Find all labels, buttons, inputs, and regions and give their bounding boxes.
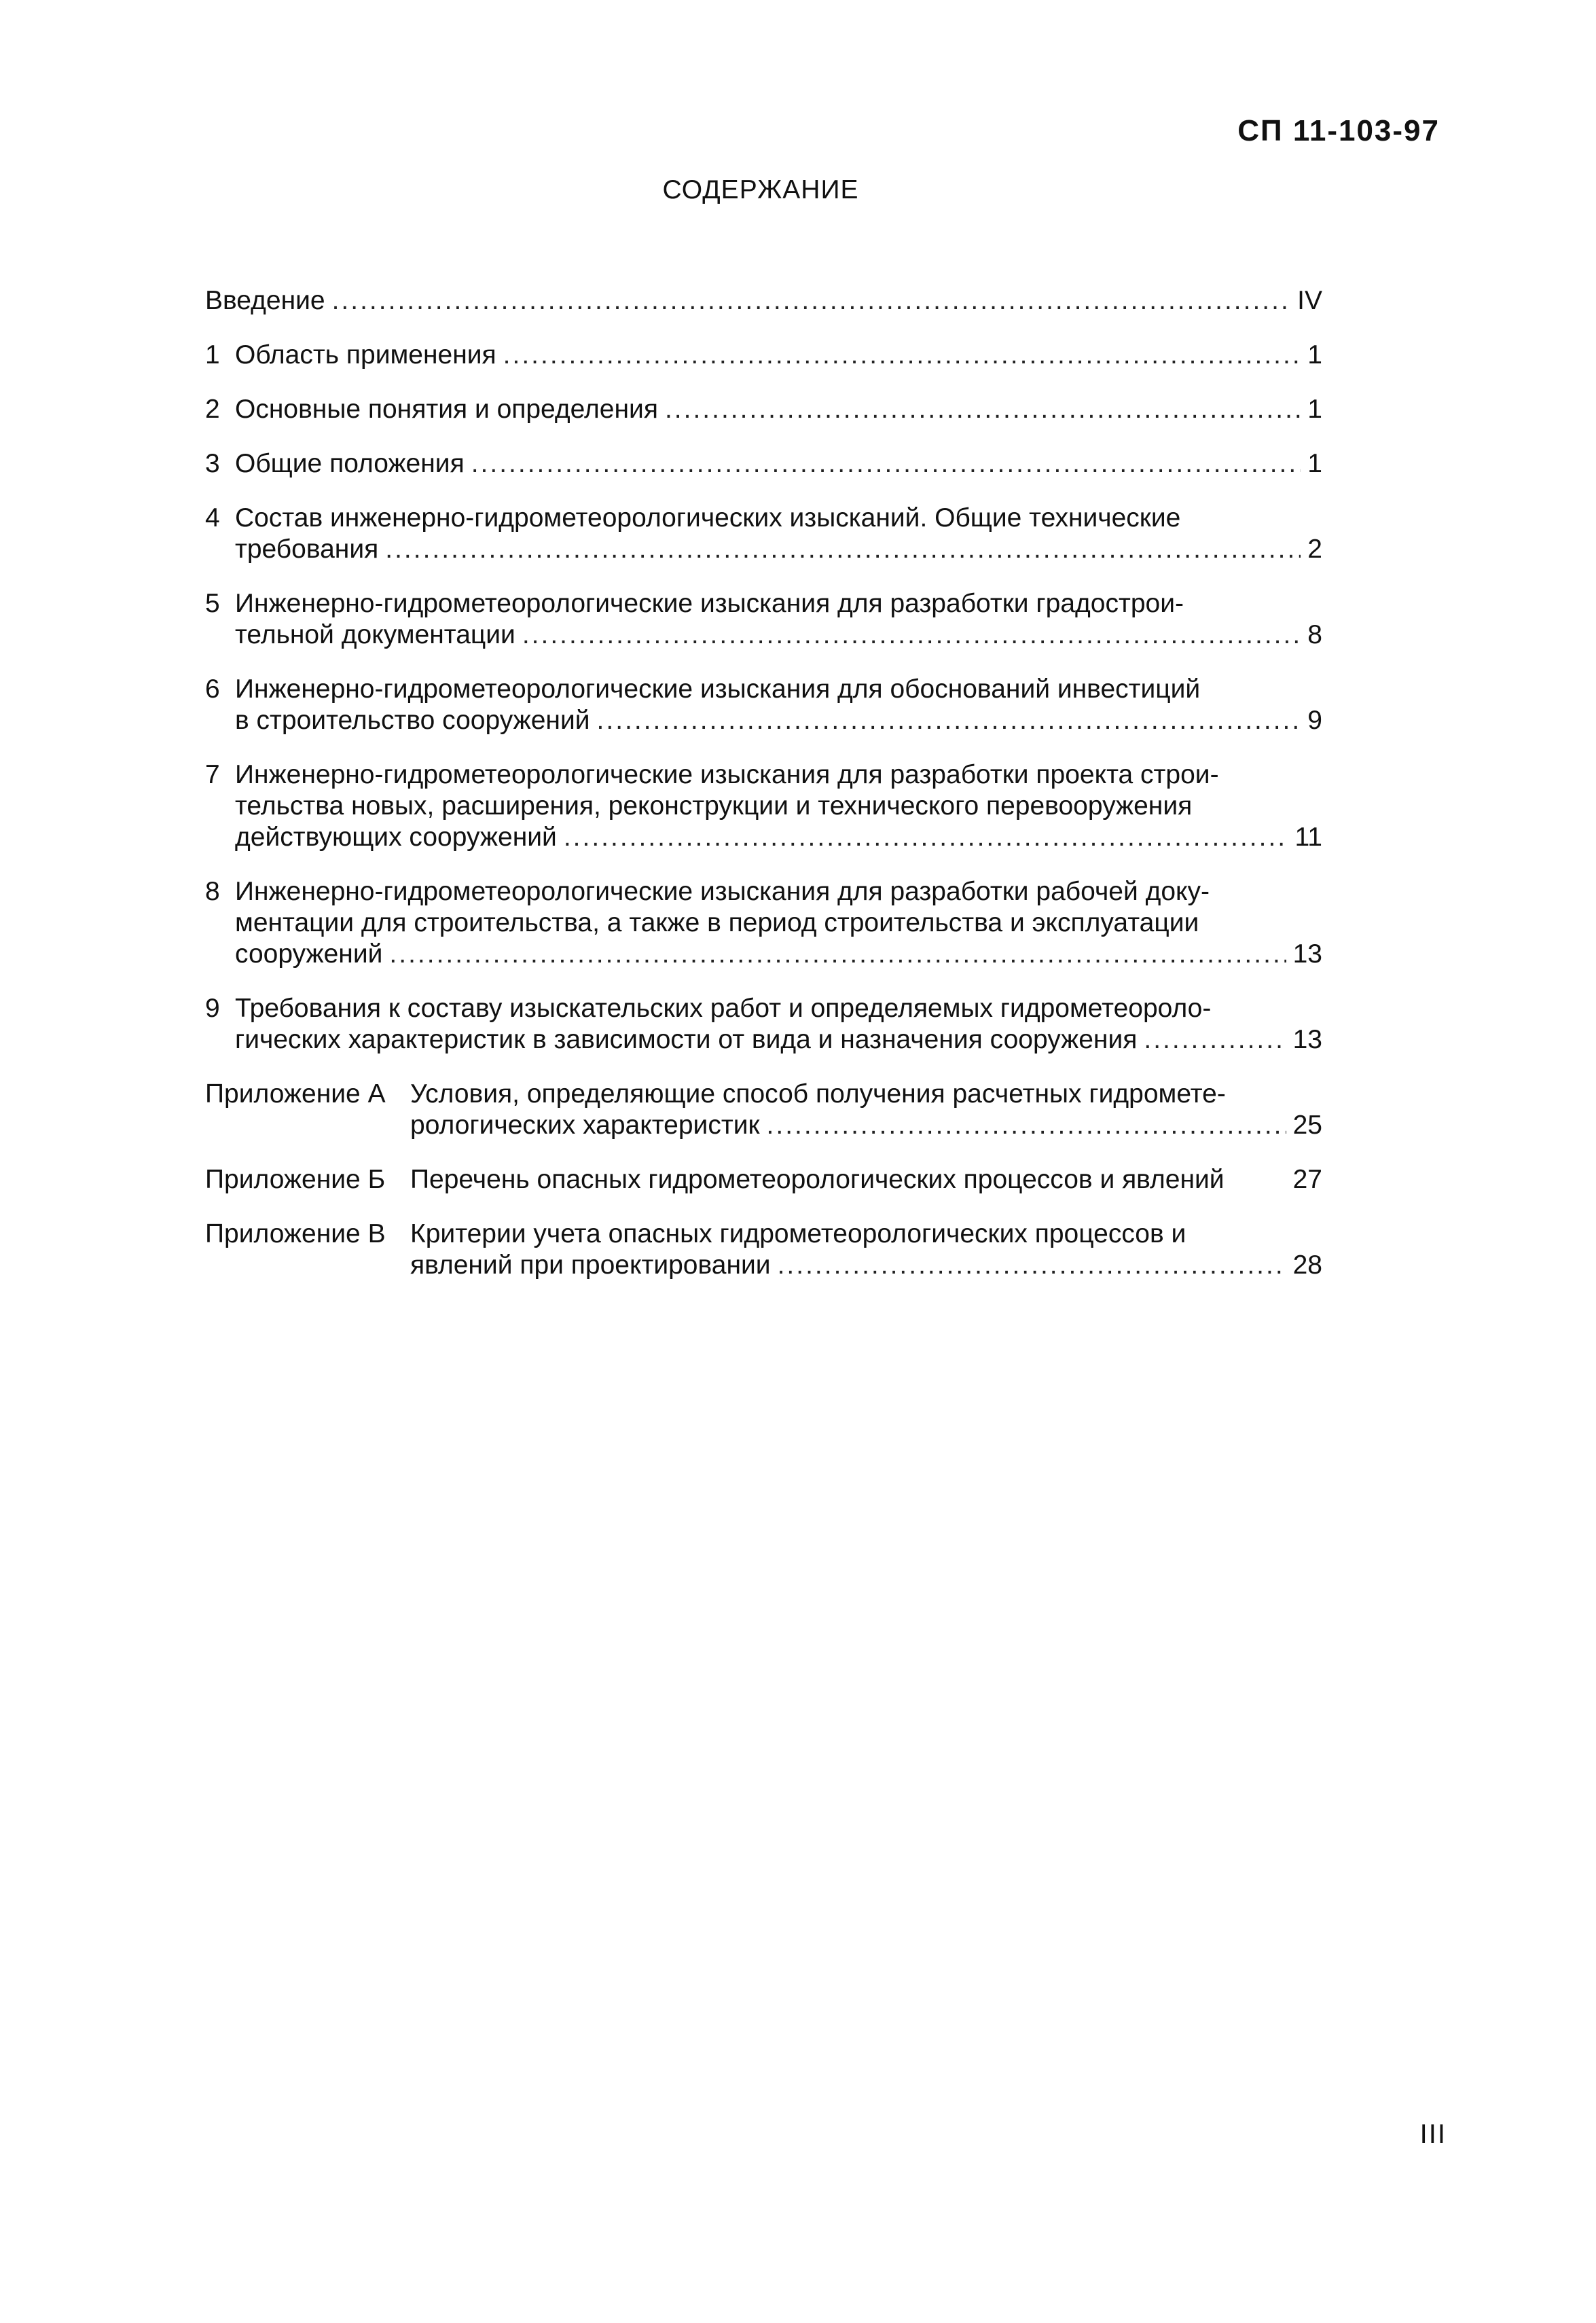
dot-leader [1144, 1024, 1286, 1056]
toc-page-number: IV [1297, 286, 1322, 315]
appendix-title-line: Критерии учета опасных гидрометеорологических процессов и [410, 1219, 1186, 1248]
toc-appendix-a[interactable] [205, 1079, 1322, 1141]
dot-leader [332, 285, 1291, 317]
dot-leader [564, 822, 1288, 853]
toc-entry-title-line: ментации для строительства, а также в период строительства и эксплуатации [235, 908, 1199, 937]
toc-page-number: 28 [1292, 1250, 1322, 1280]
toc-entry-title-line: тельства новых, расширения, реконструкции и технического перевооружения [235, 791, 1193, 821]
toc-entry-3[interactable] [205, 448, 1322, 480]
toc-page-number: 25 [1292, 1111, 1322, 1140]
dot-leader [471, 448, 1301, 480]
appendix-label: Приложение А [205, 1079, 386, 1109]
toc-entry-9[interactable] [205, 993, 1322, 1056]
toc-entry-title-line: Инженерно-гидрометеорологические изыскания для разработки проекта строи- [235, 760, 1219, 789]
toc-page-number: 1 [1307, 395, 1322, 424]
appendix-title-line: рологических характеристик [410, 1111, 760, 1140]
toc-entry-title-line: Инженерно-гидрометеорологические изыскания для разработки рабочей доку- [235, 877, 1210, 906]
toc-page-number: 13 [1292, 939, 1322, 969]
page-number: III [1419, 2119, 1447, 2149]
toc-entry-title-line: в строительство сооружений [235, 706, 590, 735]
dot-leader [597, 705, 1301, 736]
toc-page-number: 9 [1307, 706, 1322, 735]
toc-entry-8[interactable] [205, 876, 1322, 970]
dot-leader [767, 1110, 1286, 1141]
toc-entry-number: 3 [205, 449, 220, 478]
toc-page-number: 8 [1307, 620, 1322, 649]
toc-entry-title-line: сооружений [235, 939, 383, 969]
toc-page-number: 11 [1294, 823, 1322, 852]
toc-entry-number: 8 [205, 877, 220, 906]
dot-leader [385, 534, 1301, 565]
toc-entry-title: Область применения [235, 340, 496, 370]
toc-entry-title-line: требования [235, 535, 379, 564]
toc-entry-number: 7 [205, 760, 220, 789]
toc-entry-1[interactable] [205, 340, 1322, 371]
toc-entry-introduction[interactable] [205, 285, 1322, 317]
table-of-contents [205, 285, 1322, 1304]
toc-page-number: 13 [1292, 1025, 1322, 1054]
toc-page-number: 1 [1307, 340, 1322, 370]
toc-entry-number: 1 [205, 340, 220, 370]
toc-appendix-b[interactable] [205, 1164, 1322, 1195]
appendix-title-line: явлений при проектировании [410, 1250, 771, 1280]
dot-leader [503, 340, 1301, 371]
toc-page-number: 2 [1307, 535, 1322, 564]
toc-page-number: 1 [1307, 449, 1322, 478]
toc-entry-4[interactable] [205, 503, 1322, 565]
appendix-label: Приложение В [205, 1219, 386, 1248]
document-code: СП 11-103-97 [1237, 114, 1440, 147]
dot-leader [522, 619, 1301, 651]
toc-entry-number: 2 [205, 395, 220, 424]
dot-leader [778, 1250, 1286, 1281]
dot-leader [389, 939, 1286, 970]
dot-leader [665, 394, 1301, 425]
toc-entry-2[interactable] [205, 394, 1322, 425]
toc-entry-5[interactable] [205, 588, 1322, 651]
toc-entry-title: Введение [205, 286, 325, 315]
toc-title: СОДЕРЖАНИЕ [662, 175, 859, 204]
toc-entry-title: Основные понятия и определения [235, 395, 658, 424]
toc-entry-title: Общие положения [235, 449, 465, 478]
toc-appendix-v[interactable] [205, 1219, 1322, 1281]
toc-entry-number: 9 [205, 994, 220, 1023]
appendix-title-line: Условия, определяющие способ получения расчетных гидромете- [410, 1079, 1226, 1109]
toc-entry-number: 4 [205, 503, 220, 533]
toc-entry-title-line: Требования к составу изыскательских работ и определяемых гидрометеороло- [235, 994, 1212, 1023]
toc-entry-number: 6 [205, 674, 220, 704]
toc-entry-title-line: Состав инженерно-гидрометеорологических изысканий. Общие технические [235, 503, 1181, 533]
toc-page-number: 27 [1292, 1165, 1322, 1194]
toc-entry-number: 5 [205, 589, 220, 618]
appendix-title-line: Перечень опасных гидрометеорологических процессов и явлений [410, 1165, 1225, 1194]
toc-entry-7[interactable] [205, 759, 1322, 853]
toc-entry-6[interactable] [205, 674, 1322, 736]
toc-entry-title-line: Инженерно-гидрометеорологические изыскания для разработки градострои- [235, 589, 1184, 618]
toc-entry-title-line: действующих сооружений [235, 823, 557, 852]
toc-entry-title-line: тельной документации [235, 620, 515, 649]
toc-entry-title-line: Инженерно-гидрометеорологические изыскания для обоснований инвестиций [235, 674, 1201, 704]
toc-entry-title-line: гических характеристик в зависимости от вида и назначения сооружения [235, 1025, 1138, 1054]
appendix-label: Приложение Б [205, 1165, 386, 1194]
